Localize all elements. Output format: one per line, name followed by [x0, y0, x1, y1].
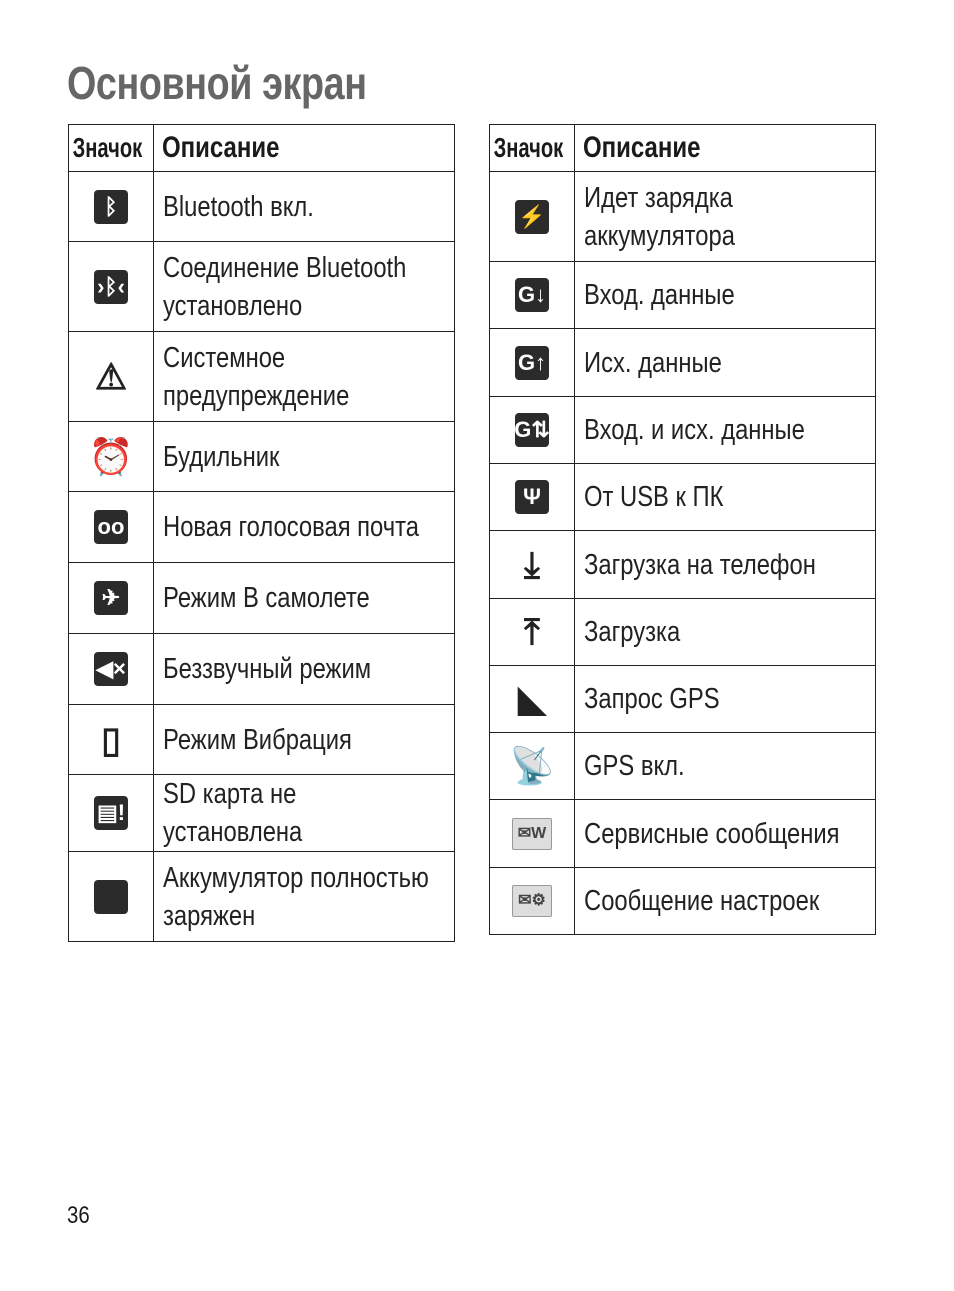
bluetooth-icon: ᛒ — [94, 190, 128, 224]
table-row — [69, 332, 455, 422]
row-description: Режим В самолете — [163, 582, 370, 614]
table-header-row — [69, 125, 455, 172]
table-row — [69, 492, 455, 563]
row-description: GPS вкл. — [584, 750, 685, 782]
data-out-icon: G↑ — [515, 346, 549, 380]
silent-mode-icon: ◀× — [94, 652, 128, 686]
no-sd-card-icon: ▤! — [94, 796, 128, 830]
gps-request-icon: ◣ — [518, 678, 546, 719]
row-description: Беззвучный режим — [163, 653, 372, 685]
table-row — [490, 397, 876, 464]
row-description: Вход. данные — [584, 279, 735, 311]
header-icon: Значок — [72, 132, 143, 163]
row-description: Вход. и исх. данные — [584, 414, 805, 446]
table-row — [490, 733, 876, 800]
table-row — [490, 868, 876, 935]
row-description: Соединение Bluetooth установлено — [163, 251, 407, 322]
table-row — [69, 242, 455, 332]
settings-message-icon: ✉⚙ — [512, 885, 552, 917]
gps-on-icon: 📡 — [509, 745, 555, 786]
data-in-icon: G↓ — [515, 278, 549, 312]
row-description: Аккумулятор полностью заряжен — [163, 861, 429, 932]
row-description: Bluetooth вкл. — [163, 190, 314, 223]
alarm-clock-icon: ⏰ — [88, 435, 134, 477]
table-row — [69, 172, 455, 242]
table-header-row — [490, 125, 876, 172]
table-row — [490, 262, 876, 329]
table-row — [69, 852, 455, 942]
icon-table-left — [68, 124, 455, 942]
row-description: Системное предупреждение — [163, 341, 350, 412]
bluetooth-connected-icon: ›ᛒ‹ — [94, 270, 128, 304]
table-row — [490, 172, 876, 262]
table-row — [69, 705, 455, 775]
page-number: 36 — [67, 1202, 90, 1229]
row-description: Загрузка — [584, 616, 681, 648]
table-row — [490, 599, 876, 666]
table-row — [490, 666, 876, 733]
row-description: Режим Вибрация — [163, 723, 352, 756]
usb-icon: Ψ — [515, 480, 549, 514]
row-description: От USB к ПК — [584, 481, 724, 513]
table-row — [69, 634, 455, 705]
row-description: Запрос GPS — [584, 683, 720, 715]
upload-icon: ⤒ — [524, 611, 540, 652]
data-in-out-icon: G⇅ — [515, 413, 549, 447]
table-row — [490, 329, 876, 397]
download-icon: ⤓ — [524, 543, 540, 585]
service-message-icon: ✉W — [512, 818, 552, 850]
table-row — [490, 800, 876, 868]
row-description: Идет зарядка аккумулятора — [584, 181, 735, 252]
table-row — [490, 531, 876, 599]
battery-full-icon — [94, 880, 128, 914]
warning-icon: ⚠ — [94, 355, 128, 397]
row-description: SD карта не установлена — [163, 778, 303, 848]
row-description: Исх. данные — [584, 346, 722, 379]
table-row — [69, 563, 455, 634]
airplane-mode-icon: ✈ — [94, 581, 128, 615]
vibrate-icon: ▯ — [101, 718, 121, 760]
row-description: Сервисные сообщения — [584, 817, 840, 850]
row-description: Будильник — [163, 440, 280, 473]
battery-charging-icon: ⚡ — [515, 200, 549, 234]
header-description: Описание — [162, 131, 280, 164]
row-description: Сообщение настроек — [584, 885, 820, 917]
page-title: Основной экран — [67, 57, 367, 109]
icon-table-right — [489, 124, 876, 935]
voicemail-icon: oo — [94, 510, 128, 544]
table-row — [69, 775, 455, 852]
header-description: Описание — [583, 131, 701, 164]
header-icon: Значок — [493, 132, 564, 163]
table-row — [490, 464, 876, 531]
row-description: Загрузка на телефон — [584, 548, 816, 581]
row-description: Новая голосовая почта — [163, 511, 420, 543]
table-row — [69, 422, 455, 492]
